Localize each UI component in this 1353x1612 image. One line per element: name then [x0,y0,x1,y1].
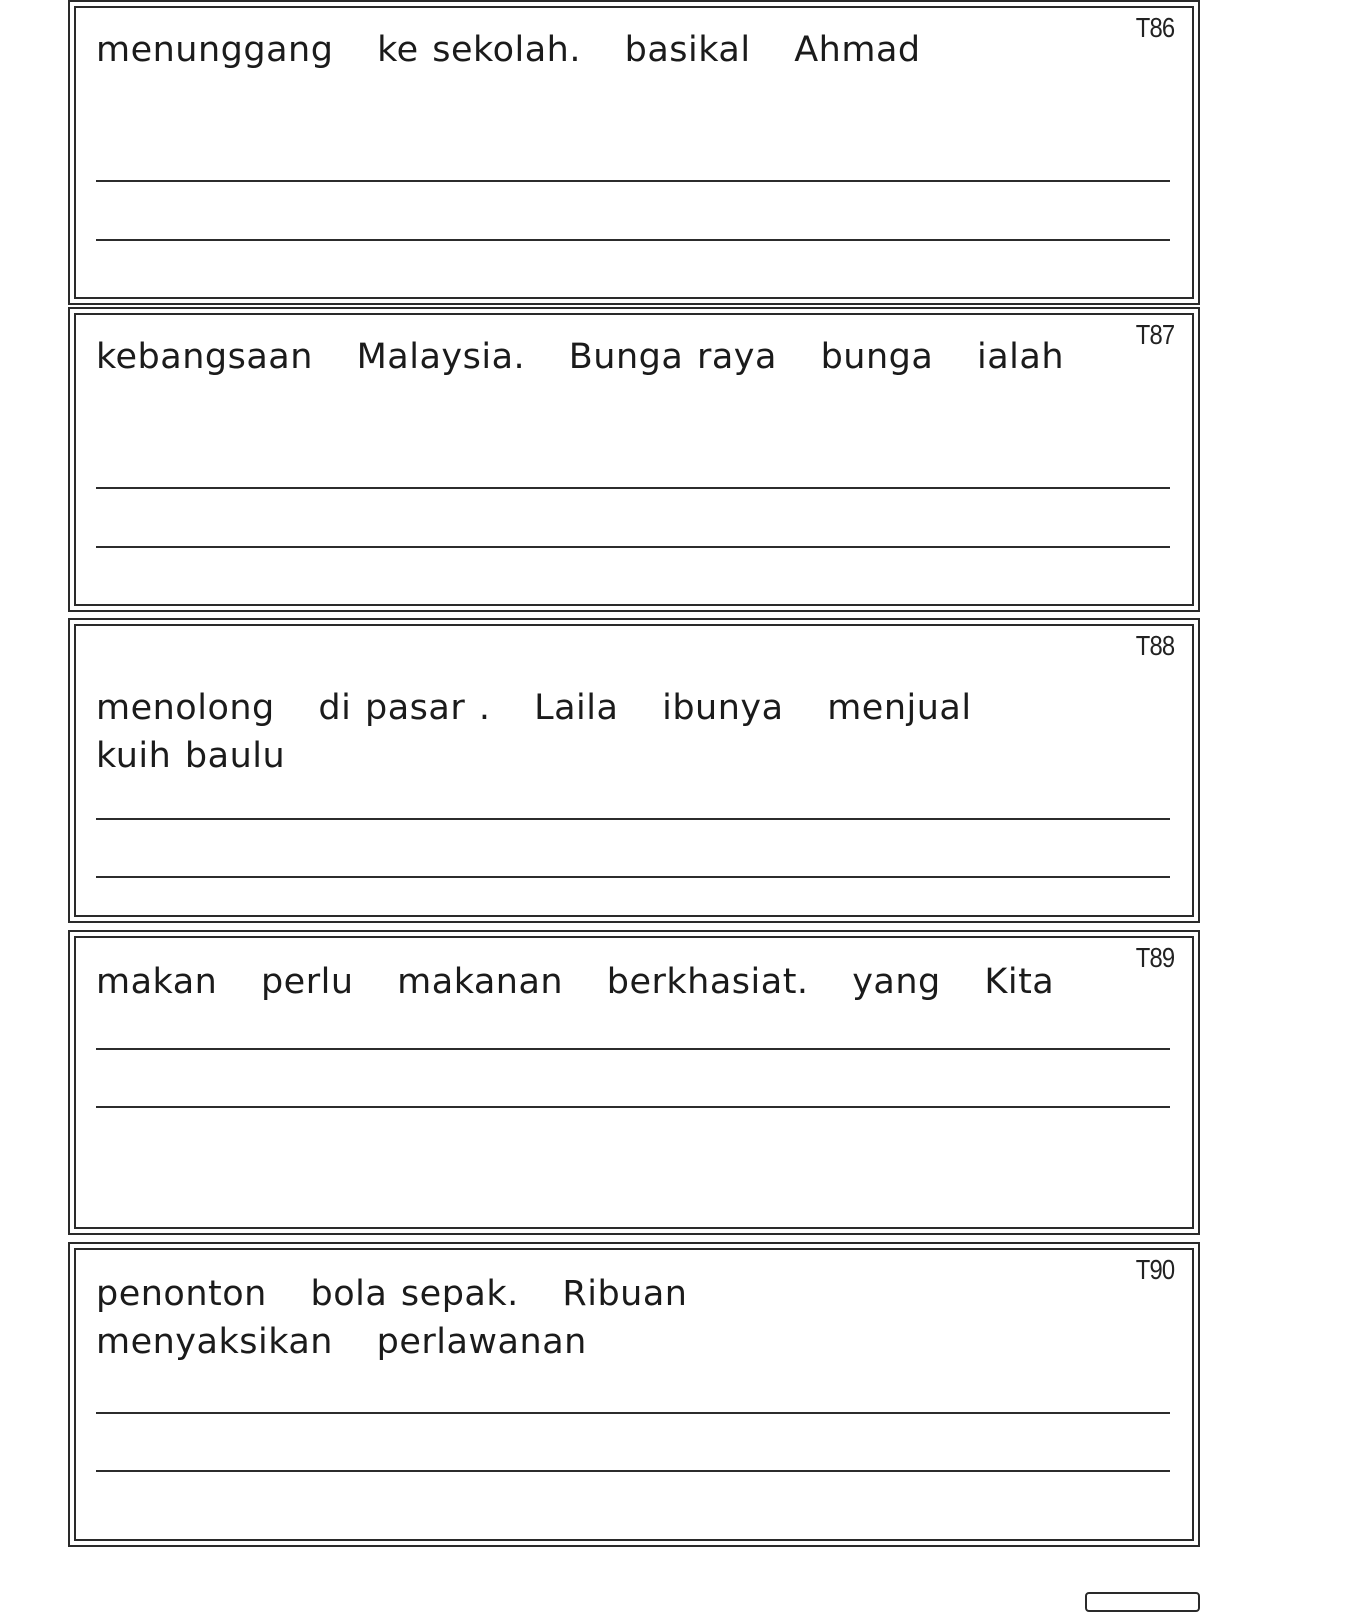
word-chip: bola sepak. [310,1274,519,1314]
word-chip: makanan [397,962,564,1002]
exercise-code: T90 [1135,1254,1174,1285]
exercise-card-t88 [68,618,1200,923]
word-chip: perlawanan [376,1322,587,1362]
word-chip: penonton [96,1274,267,1314]
word-chip: bunga [820,337,934,377]
word-chip: makan [96,962,218,1002]
word-chip: Malaysia. [356,337,526,377]
word-bank [96,684,1122,780]
word-chip: Ahmad [794,30,921,70]
answer-line-2[interactable] [96,546,1170,548]
exercise-code: T86 [1135,12,1174,43]
answer-line-1[interactable] [96,487,1170,489]
answer-line-1[interactable] [96,1412,1170,1414]
word-chip: menjual [827,688,972,728]
word-chip: ke sekolah. [377,30,581,70]
answer-line-1[interactable] [96,1048,1170,1050]
exercise-card-inner [74,1248,1194,1541]
word-chip: berkhasiat. [606,962,809,1002]
word-chip: kuih baulu [96,736,286,776]
word-chip: kebangsaan [96,337,313,377]
exercise-code: T89 [1135,942,1174,973]
word-chip: menunggang [96,30,334,70]
exercise-card-t90 [68,1242,1200,1547]
answer-line-2[interactable] [96,239,1170,241]
word-chip: basikal [624,30,751,70]
exercise-code: T87 [1135,319,1174,350]
exercise-card-inner [74,624,1194,917]
answer-line-2[interactable] [96,876,1170,878]
exercise-code: T88 [1135,630,1174,661]
word-bank [96,333,1122,381]
exercise-card-inner [74,936,1194,1229]
word-chip: perlu [260,962,354,1002]
word-chip: Bunga raya [568,337,777,377]
exercise-card-t87 [68,307,1200,612]
word-chip: Kita [984,962,1055,1002]
answer-line-2[interactable] [96,1470,1170,1472]
word-chip: Laila [534,688,619,728]
word-chip: yang [852,962,941,1002]
page-number-box [1085,1592,1200,1612]
exercise-card-inner [74,6,1194,299]
answer-line-1[interactable] [96,818,1170,820]
word-bank [96,1270,942,1366]
word-chip: ibunya [662,688,784,728]
exercise-card-inner [74,313,1194,606]
answer-line-1[interactable] [96,180,1170,182]
answer-line-2[interactable] [96,1106,1170,1108]
word-chip: Ribuan [562,1274,688,1314]
word-chip: di pasar . [318,688,491,728]
word-chip: ialah [976,337,1065,377]
word-chip: menolong [96,688,275,728]
word-bank [96,26,1122,74]
exercise-card-t86 [68,0,1200,305]
exercise-card-t89 [68,930,1200,1235]
word-bank [96,958,1122,1006]
word-chip: menyaksikan [96,1322,333,1362]
